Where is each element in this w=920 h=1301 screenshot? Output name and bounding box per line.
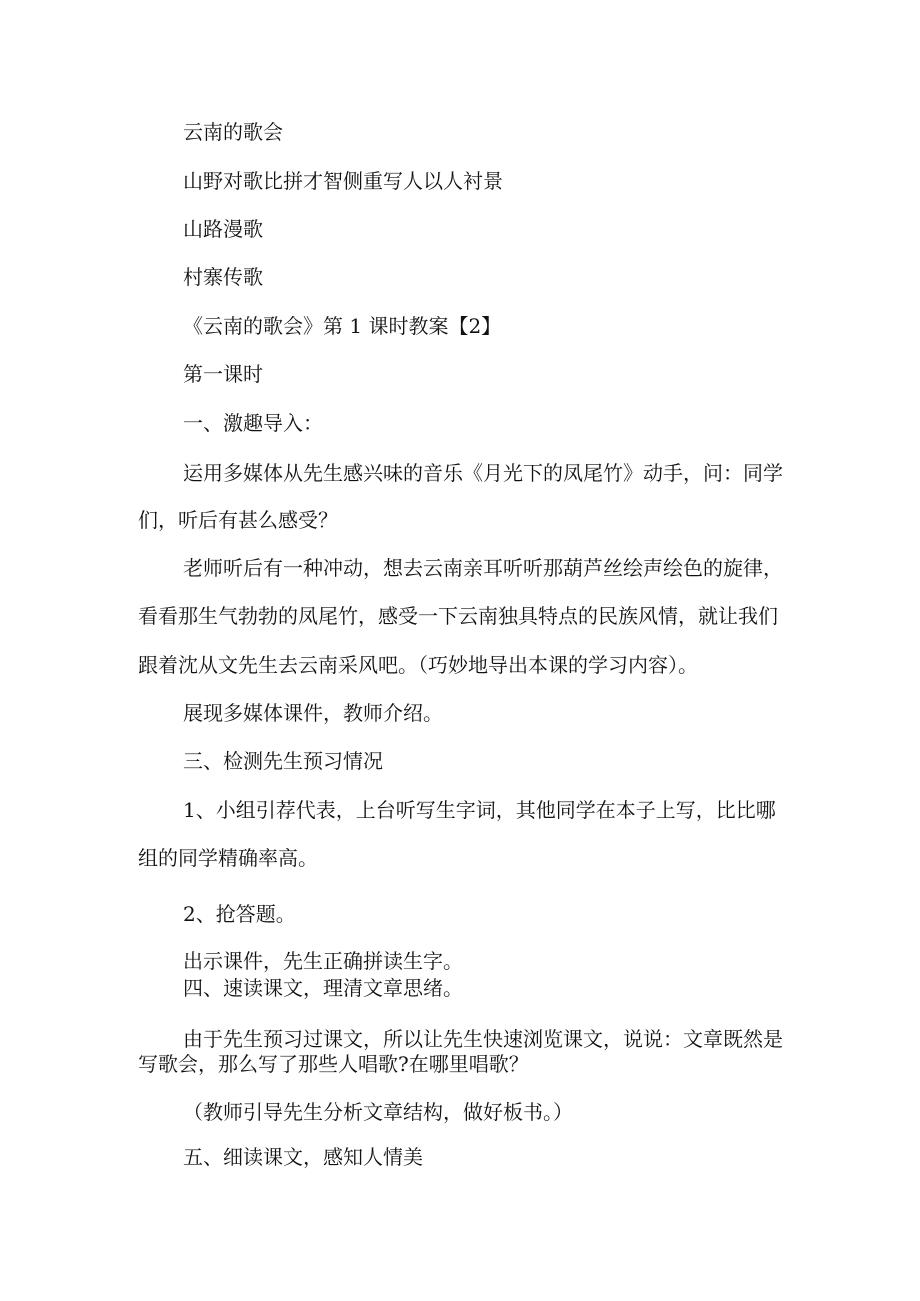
paragraph-line: 由于先生预习过课文，所以让先生快速浏览课文，说说：文章既然是 (183, 1027, 783, 1051)
text-line: 山野对歌比拼才智侧重写人以人衬景 (183, 169, 503, 193)
paragraph-line: 2、抢答题。 (183, 902, 296, 926)
text-line: 村寨传歌 (183, 265, 263, 289)
lesson-title: 《云南的歌会》第 1 课时教案【2】 (183, 314, 502, 338)
paragraph-line: 看看那生气勃勃的凤尾竹，感受一下云南独具特点的民族风情，就让我们 (138, 604, 778, 628)
paragraph-line: （教师引导先生分析文章结构，做好板书。） (183, 1100, 573, 1124)
paragraph-line: 组的同学精确率高。 (138, 846, 318, 870)
paragraph-line: 展现多媒体课件，教师介绍。 (183, 701, 443, 725)
paragraph-line: 们，听后有甚么感受？ (138, 508, 338, 532)
section-heading: 第一课时 (183, 362, 263, 386)
section-heading: 五、细读课文，感知人情美 (183, 1145, 423, 1169)
paragraph-line: 写歌会，那么写了那些人唱歌?在哪里唱歌？ (138, 1052, 529, 1076)
heading-yunnan-song-fair: 云南的歌会 (183, 120, 283, 144)
text-line: 山路漫歌 (183, 217, 263, 241)
paragraph-line: 出示课件，先生正确拼读生字。 (183, 949, 463, 973)
paragraph-line: 1、小组引荐代表，上台听写生字词，其他同学在本子上写，比比哪 (183, 798, 776, 822)
paragraph-line: 老师听后有一种冲动，想去云南亲耳听听那葫芦丝绘声绘色的旋律， (183, 556, 783, 580)
section-heading: 四、速读课文，理清文章思绪。 (183, 976, 463, 1000)
section-heading: 三、检测先生预习情况 (183, 749, 383, 773)
paragraph-line: 运用多媒体从先生感兴味的音乐《月光下的凤尾竹》动手，问：同学 (183, 461, 783, 485)
section-heading: 一、激趣导入： (183, 411, 323, 435)
paragraph-line: 跟着沈从文先生去云南采风吧。（巧妙地导出本课的学习内容）。 (138, 653, 698, 677)
